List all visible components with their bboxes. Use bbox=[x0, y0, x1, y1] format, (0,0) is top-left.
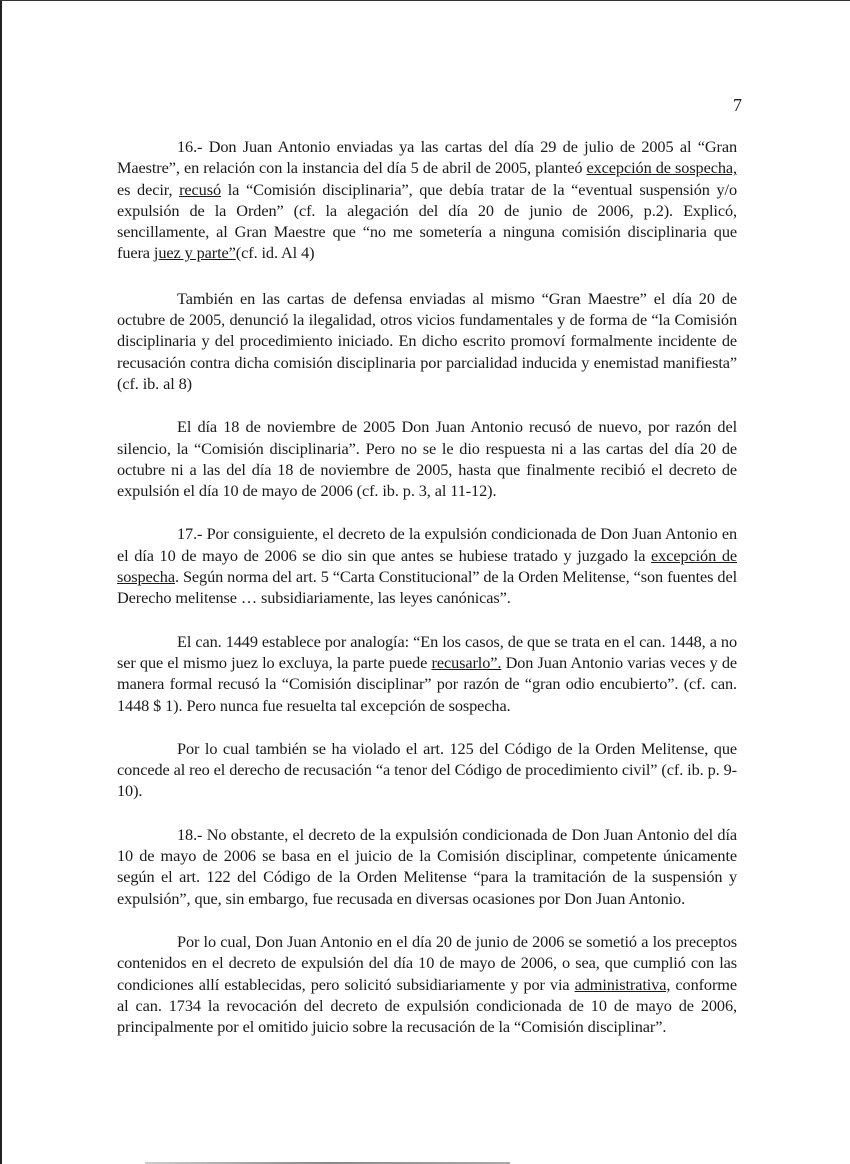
paragraph-16-november-recusal: El día 18 de noviembre de 2005 Don Juan Antonio recusó de nuevo, por razón del silencio, la “Comisión disciplinaria”. Pero no se le dio respuesta ni a las cartas del día 20 de octubre ni a las del día 18 de noviembre de 2005, hasta que finalmente recibió el decreto de expulsión el día 10 de mayo de 2006 (cf. ib. p. 3, al 11-12). bbox=[117, 417, 737, 501]
text-run: El can. 1449 establece por analogía: “En los casos, de que se trata en el can. 1448, a no ser que el mismo juez lo excluya, la parte puede bbox=[117, 631, 737, 672]
underlined-text: juez y parte” bbox=[153, 243, 236, 263]
scan-edge-top bbox=[0, 0, 850, 1]
text-run: la “Comisión disciplinaria”, que debía tratar de la “eventual suspensión y/o expulsión de la Orden” (cf. la alegación del día 20 de junio de 2006, p.2). Explicó, sencillamente, al Gran Maestre que “no me sometería a ninguna comisión disciplinaria que fuera bbox=[117, 179, 737, 263]
paragraph-17-art-125: Por lo cual también se ha violado el art. 125 del Código de la Orden Melitense, que concede al reo el derecho de recusación “a tenor del Código de procedimiento civil” (cf. ib. p. 9-10). bbox=[117, 738, 737, 801]
text-run: . Según norma del art. 5 “Carta Constitucional” de la Orden Melitense, “son fuentes del Derecho melitense … subsidiariamente, las leyes canónicas”. bbox=[117, 567, 737, 608]
underlined-text: recusarlo”. bbox=[431, 652, 502, 672]
text-run: 17.- Por consiguiente, el decreto de la expulsión condicionada de Don Juan Antonio en el día 10 de mayo de 2006 se dio sin que antes se hubiese tratado y juzgado la bbox=[117, 524, 737, 565]
page-number: 7 bbox=[733, 95, 742, 115]
text-run: es decir, bbox=[117, 179, 180, 199]
paragraph-17 bbox=[117, 523, 737, 608]
paragraph-18-submission bbox=[117, 931, 737, 1037]
text-run: (cf. id. Al 4) bbox=[235, 243, 315, 263]
scan-edge-left bbox=[0, 0, 2, 1164]
text-run: Don Juan Antonio varias veces y de manera formal recusó la “Comisión disciplinar” por razón de “gran odio encubierto”. (cf. can. 1448 $ 1). Pero nunca fue resuelta tal excepción de sospecha. bbox=[117, 652, 737, 715]
underlined-text: excepción de sospecha, bbox=[586, 158, 737, 178]
underlined-text: recusó bbox=[179, 179, 222, 199]
document-body bbox=[117, 136, 737, 1037]
text-run: conforme al can. 1734 la revocación del decreto de expulsión condicionada de 10 de mayo de 2006, principalmente por el omitido juicio sobre la recusación de la “Comisión disciplinar”. bbox=[117, 974, 737, 1037]
paragraph-16-defense-letters: También en las cartas de defensa enviadas al mismo “Gran Maestre” el día 20 de octubre de 2005, denunció la ilegalidad, otros vicios fundamentales y de forma de “la Comisión disciplinaria y del procedimiento iniciado. En dicho escrito promoví formalmente incidente de recusación contra dicha comisión disciplinaria por parcialidad inducida y enemistad manifiesta” (cf. ib. al 8) bbox=[117, 288, 737, 393]
paragraph-18: 18.- No obstante, el decreto de la expulsión condicionada de Don Juan Antonio del día 10 de mayo de 2006 se basa en el juicio de la Comisión disciplinar, competente únicamente según el art. 122 del Código de la Orden Melitense “para la tramitación de la suspensión y expulsión”, que, sin embargo, fue recusada en diversas ocasiones por Don Juan Antonio. bbox=[117, 824, 737, 908]
underlined-text: excepción de sospecha bbox=[117, 545, 737, 587]
paragraph-16 bbox=[117, 136, 737, 264]
underlined-text: administrativa, bbox=[574, 974, 671, 994]
text-run: 16.- Don Juan Antonio enviadas ya las cartas del día 29 de julio de 2005 al “Gran Maestre”, en relación con la instancia del día 5 de abril de 2005, planteó bbox=[117, 137, 737, 178]
text-run: Por lo cual, Don Juan Antonio en el día 20 de junio de 2006 se sometió a los preceptos contenidos en el decreto de expulsión del día 10 de mayo de 2006, o sea, que cumplió con las condiciones allí establecidas, pero solicitó subsidiariamente y por via bbox=[117, 931, 737, 994]
paragraph-17-canon-1449 bbox=[117, 631, 737, 716]
